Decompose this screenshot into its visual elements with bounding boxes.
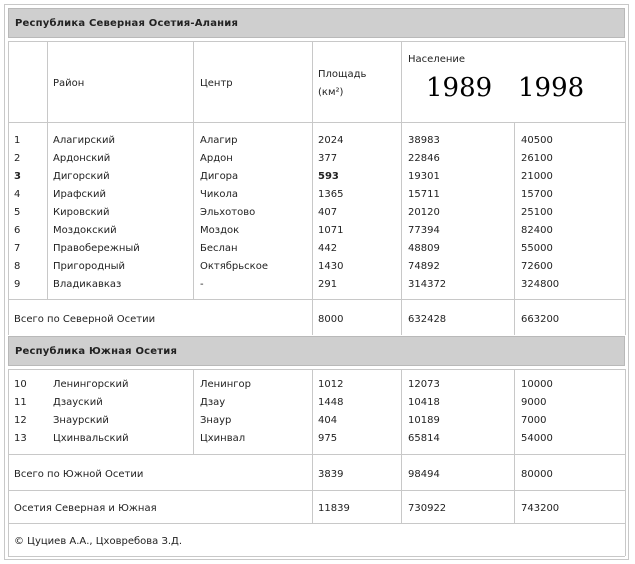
cell-center: Алагир [200,135,238,146]
cell-p1998: 10000 [521,379,553,390]
header-year-1989: 1989 [426,73,493,103]
section-title-north: Республика Северная Осетия-Алания [15,18,239,29]
cell-p1989: 74892 [408,261,440,272]
cell-p1998: 9000 [521,397,547,408]
grand-total-1989: 730922 [408,503,447,514]
header-district: Район [53,78,85,89]
cell-n: 13 [14,433,27,444]
cell-area: 291 [318,279,338,290]
north-total-label: Всего по Северной Осетии [14,314,156,325]
grand-total-1998: 743200 [521,503,560,514]
cell-district: Ленингорский [53,379,129,390]
cell-n: 10 [14,379,27,390]
header-year-1998: 1998 [518,73,585,103]
header-center: Центр [200,78,233,89]
cell-p1989: 65814 [408,433,440,444]
cell-p1989: 38983 [408,135,440,146]
south-total-label: Всего по Южной Осетии [14,469,144,480]
cell-p1998: 25100 [521,207,553,218]
cell-district: Цхинвальский [53,433,129,444]
cell-district: Знаурский [53,415,109,426]
north-total-1998: 663200 [521,314,560,325]
cell-center: Моздок [200,225,240,236]
cell-center: Октябрьское [200,261,268,272]
cell-p1989: 48809 [408,243,440,254]
cell-center: Знаур [200,415,232,426]
cell-area: 377 [318,153,338,164]
cell-area: 1365 [318,189,344,200]
cell-area: 975 [318,433,338,444]
cell-p1989: 22846 [408,153,440,164]
cell-n: 4 [14,189,21,200]
grand-total-area: 11839 [318,503,350,514]
cell-p1998: 7000 [521,415,547,426]
section-header-north [8,8,625,38]
cell-p1989: 12073 [408,379,440,390]
cell-p1998: 54000 [521,433,553,444]
cell-district: Кировский [53,207,110,218]
cell-area: 593 [318,171,339,182]
cell-center: Беслан [200,243,238,254]
cell-center: Ардон [200,153,233,164]
cell-p1998: 40500 [521,135,553,146]
cell-p1998: 324800 [521,279,560,290]
cell-center: Ленингор [200,379,251,390]
copyright: © Цуциев А.А., Цховребова З.Д. [14,536,183,547]
cell-p1989: 15711 [408,189,440,200]
cell-p1989: 314372 [408,279,447,290]
cell-area: 2024 [318,135,344,146]
cell-p1998: 21000 [521,171,553,182]
cell-center: Дзау [200,397,226,408]
cell-p1998: 82400 [521,225,553,236]
cell-n: 6 [14,225,21,236]
cell-n: 1 [14,135,21,146]
header-area-unit: (км²) [318,87,344,98]
cell-district: Ардонский [53,153,111,164]
cell-district: Пригородный [53,261,126,272]
cell-center: Цхинвал [200,433,246,444]
south-total-area: 3839 [318,469,344,480]
cell-district: Алагирский [53,135,115,146]
header-area: Площадь [318,69,367,80]
cell-district: Правобережный [53,243,140,254]
cell-p1989: 10189 [408,415,440,426]
ossetia-table [4,4,629,560]
cell-area: 404 [318,415,338,426]
cell-p1989: 77394 [408,225,440,236]
grand-total-label: Осетия Северная и Южная [14,503,157,514]
cell-district: Владикавказ [53,279,122,290]
cell-p1998: 26100 [521,153,553,164]
section-title-south: Республика Южная Осетия [15,346,178,357]
cell-center: Дигора [200,171,239,182]
south-total-1989: 98494 [408,469,440,480]
cell-district: Дигорский [53,171,110,182]
cell-n: 2 [14,153,21,164]
section-header-south [8,336,625,366]
cell-p1989: 19301 [408,171,440,182]
cell-p1989: 10418 [408,397,440,408]
cell-n: 9 [14,279,21,290]
north-total-1989: 632428 [408,314,447,325]
header-population: Население [408,54,466,65]
cell-area: 1012 [318,379,344,390]
cell-area: 1430 [318,261,344,272]
cell-area: 1071 [318,225,344,236]
cell-district: Дзауский [53,397,103,408]
cell-n: 11 [14,397,27,408]
cell-n: 7 [14,243,21,254]
cell-p1998: 15700 [521,189,553,200]
cell-center: Чикола [200,189,239,200]
cell-p1998: 72600 [521,261,553,272]
cell-p1998: 55000 [521,243,553,254]
cell-n: 3 [14,171,21,182]
cell-p1989: 20120 [408,207,440,218]
cell-area: 1448 [318,397,344,408]
south-total-1998: 80000 [521,469,553,480]
cell-area: 407 [318,207,338,218]
cell-center: Эльхотово [200,207,256,218]
north-total-area: 8000 [318,314,344,325]
cell-district: Ирафский [53,189,107,200]
cell-n: 8 [14,261,21,272]
cell-area: 442 [318,243,338,254]
cell-district: Моздокский [53,225,117,236]
cell-n: 12 [14,415,27,426]
cell-n: 5 [14,207,21,218]
cell-center: - [200,279,204,290]
